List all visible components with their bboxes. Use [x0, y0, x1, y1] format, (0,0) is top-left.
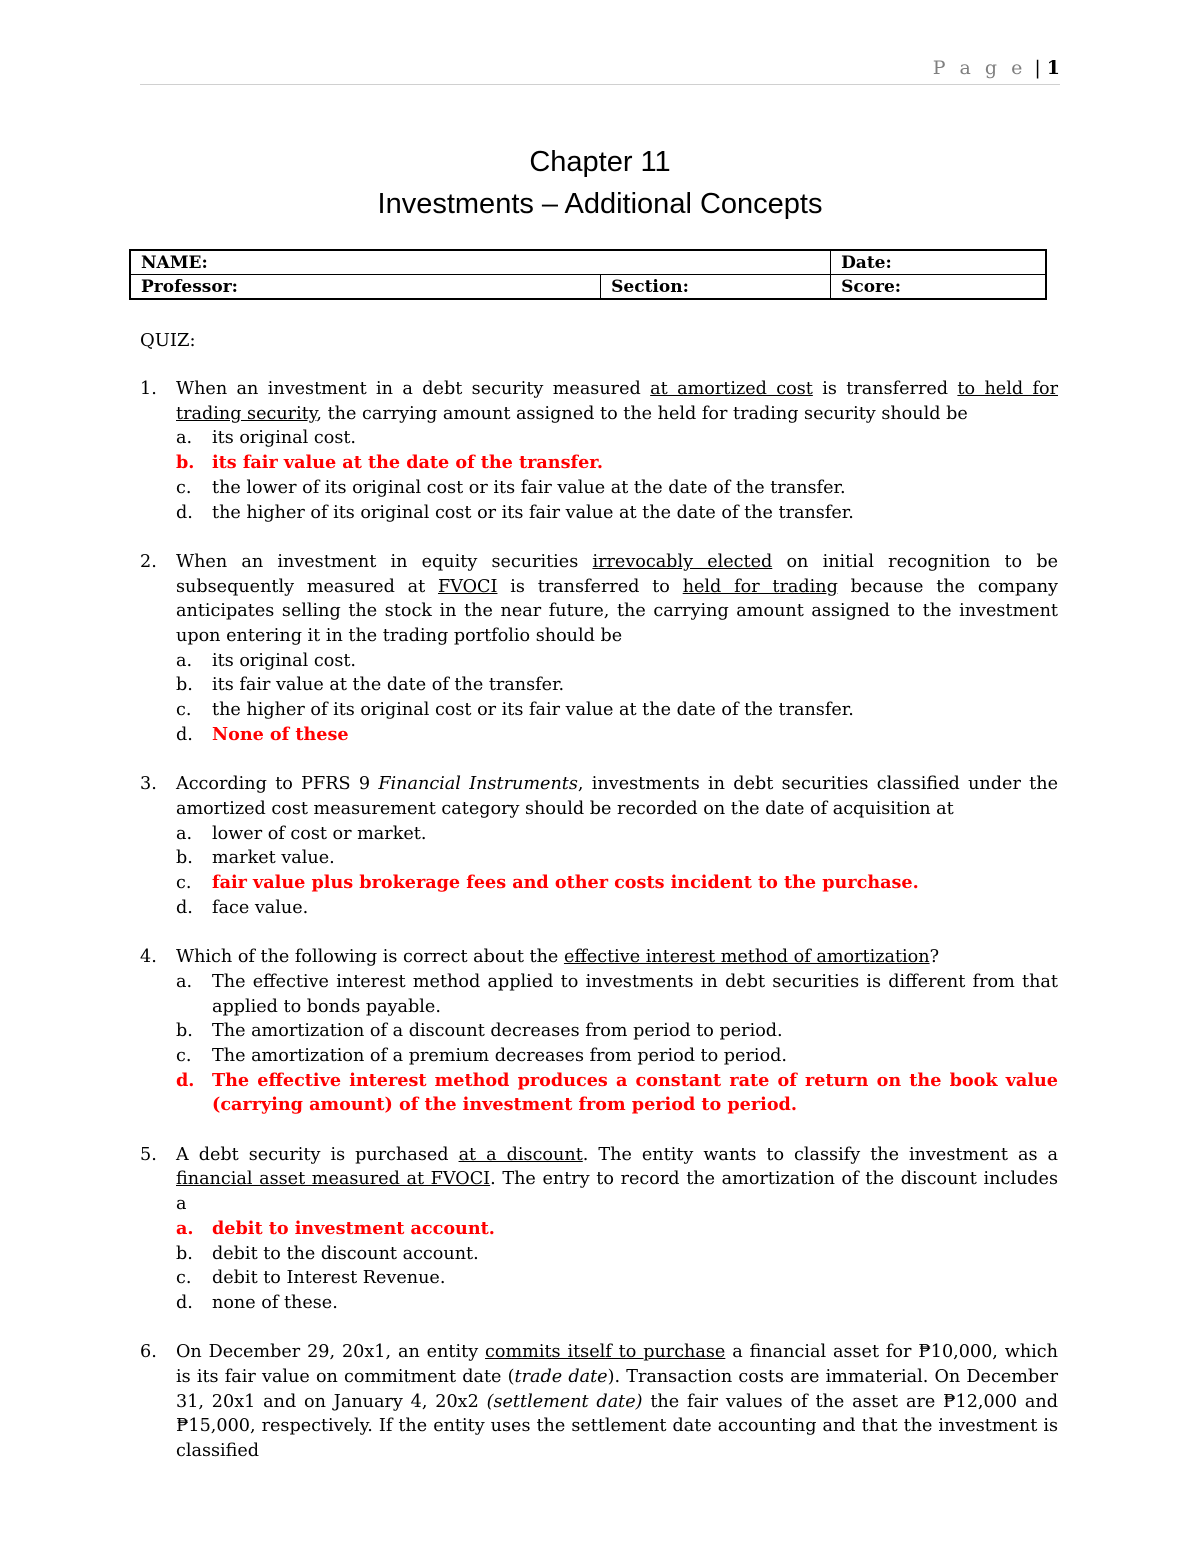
student-info-table	[129, 249, 1047, 300]
option-b: b. its fair value at the date of the transfer.	[176, 675, 565, 696]
question-stem: According to PFRS 9 Financial Instruments, investments in debt securities classified under the amortized cost measurement category should be recorded on the date of acquisition at	[176, 774, 1058, 819]
option-a: a. lower of cost or market.	[176, 823, 427, 844]
question-number: 4.	[140, 947, 157, 968]
option-b: b. debit to the discount account.	[176, 1243, 479, 1264]
option-b: b. The amortization of a discount decreases from period to period.	[176, 1021, 783, 1042]
question-number: 2.	[140, 551, 157, 572]
question-6	[140, 1340, 1058, 1464]
option-a: a. The effective interest method applied to investments in debt securities is different from that applied to bonds payable.	[176, 971, 1058, 1017]
option-c: c. debit to Interest Revenue.	[176, 1268, 446, 1289]
question-4	[140, 945, 1058, 1118]
question-number: 3.	[140, 774, 157, 795]
option-a: a. its original cost.	[176, 650, 357, 671]
option-a: a. its original cost.	[176, 428, 357, 449]
question-number: 1.	[140, 379, 157, 399]
question-2	[140, 550, 1058, 748]
question-stem: Which of the following is correct about the effective interest method of amortization?	[176, 947, 940, 968]
question-1	[140, 377, 1058, 525]
option-c: c. the higher of its original cost or its fair value at the date of the transfer.	[176, 700, 854, 721]
question-stem: When an investment in equity securities irrevocably elected on initial recognition to be subsequently measured at FVOCI is transferred to held for trading because the company anticipates selling the stock in the near future, the carrying amount assigned to the investment upon entering it in the trading portfolio should be	[176, 551, 1058, 647]
question-3	[140, 772, 1058, 920]
option-d-answer: d. The effective interest method produces a constant rate of return on the book value (carrying amount) of the investment from period to period.	[176, 1069, 1058, 1116]
question-stem: On December 29, 20x1, an entity commits itself to purchase a financial asset for ₱10,000, which is its fair value on commitment date (trade date). Transaction costs are immaterial. On December 31, 20x1 and on January 4, 20x2 (settlement date) the fair values of the asset are ₱12,000 and ₱15,000, respectively. If the entity uses the settlement date accounting and that the investment is classified	[176, 1342, 1058, 1462]
question-number: 5.	[140, 1144, 157, 1165]
option-c: c. The amortization of a premium decreases from period to period.	[176, 1045, 787, 1066]
question-5	[140, 1143, 1058, 1316]
question-number: 6.	[140, 1342, 157, 1363]
option-b-answer: b. its fair value at the date of the transfer.	[176, 452, 604, 474]
option-d: d. face value.	[176, 897, 309, 918]
section-cell: Section:	[601, 275, 831, 300]
page-header	[140, 56, 1060, 85]
question-list	[140, 377, 1058, 1489]
page-label: P a g e	[932, 57, 1027, 79]
chapter-title: Chapter 11	[529, 146, 671, 178]
option-c: c. the lower of its original cost or its fair value at the date of the transfer.	[176, 477, 846, 498]
option-d: d. the higher of its original cost or its fair value at the date of the transfer.	[176, 502, 854, 523]
quiz-heading: QUIZ:	[140, 330, 196, 351]
date-cell: Date:	[831, 250, 1046, 275]
option-a-answer: a. debit to investment account.	[176, 1217, 495, 1239]
page-number: 1	[1046, 57, 1060, 79]
chapter-subtitle: Investments – Additional Concepts	[377, 188, 823, 220]
option-b: b. market value.	[176, 848, 335, 869]
name-cell: NAME:	[130, 250, 831, 275]
score-cell: Score:	[831, 275, 1046, 300]
question-stem: When an investment in a debt security measured at amortized cost is transferred to held for trading security, the carrying amount assigned to the held for trading security should be	[176, 379, 1059, 424]
professor-cell: Professor:	[130, 275, 601, 300]
option-d: d. none of these.	[176, 1292, 338, 1313]
page-separator: |	[1034, 57, 1041, 79]
option-d-answer: d. None of these	[176, 723, 349, 745]
question-stem: A debt security is purchased at a discount. The entity wants to classify the investment as a financial asset measured at FVOCI. The entry to record the amortization of the discount includes a	[176, 1144, 1058, 1215]
option-c-answer: c. fair value plus brokerage fees and other costs incident to the purchase.	[176, 872, 919, 894]
